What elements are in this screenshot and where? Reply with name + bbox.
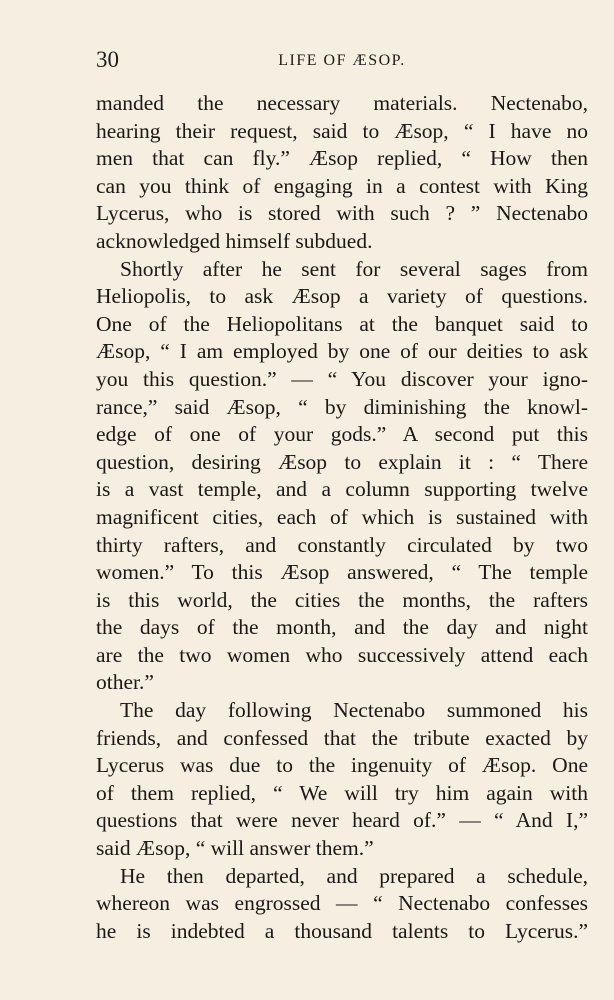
- text-line: are the two women who successively attend each: [96, 642, 588, 667]
- text-line: Lycerus was due to the ingenuity of Æsop. One: [96, 753, 588, 778]
- text-line: question, desiring Æsop to explain it : “ There: [96, 449, 588, 474]
- text-line: women.” To this Æsop answered, “ The temple: [96, 560, 588, 585]
- body-text: [96, 90, 588, 945]
- text-line: edge of one of your gods.” A second put this: [96, 422, 588, 447]
- text-line: thirty rafters, and constantly circulated by two: [96, 532, 588, 557]
- text-line: hearing their request, said to Æsop, “ I have no: [96, 118, 588, 143]
- running-title: LIFE OF ÆSOP.: [278, 52, 406, 69]
- text-line: Lycerus, who is stored with such ? ” Nectenabo: [96, 201, 588, 226]
- text-line: whereon was engrossed — “ Nectenabo confesses: [96, 891, 588, 916]
- text-line: acknowledged himself subdued.: [96, 228, 373, 253]
- text-line: the days of the month, and the day and night: [96, 615, 588, 640]
- text-line: Shortly after he sent for several sages from: [120, 256, 588, 281]
- text-line: can you think of engaging in a contest with King: [96, 173, 588, 198]
- text-line: men that can fly.” Æsop replied, “ How then: [96, 146, 588, 171]
- text-line: of them replied, “ We will try him again with: [96, 780, 588, 805]
- text-line: is a vast temple, and a column supporting twelve: [96, 477, 588, 502]
- text-line: you this question.” — “ You discover your igno-: [96, 366, 588, 391]
- running-head: [96, 46, 588, 74]
- text-line: is this world, the cities the months, the rafters: [96, 587, 588, 612]
- text-line: other.”: [96, 670, 154, 695]
- text-line: He then departed, and prepared a schedule,: [120, 863, 588, 888]
- text-line: manded the necessary materials. Nectenabo,: [96, 91, 588, 115]
- text-line: he is indebted a thousand talents to Lycerus.”: [96, 918, 588, 943]
- text-line: Heliopolis, to ask Æsop a variety of questions.: [96, 284, 588, 309]
- text-line: questions that were never heard of.” — “ And I,”: [96, 808, 588, 833]
- page-number: 30: [96, 47, 119, 72]
- text-line: said Æsop, “ will answer them.”: [96, 836, 374, 861]
- text-line: friends, and confessed that the tribute exacted by: [96, 725, 588, 750]
- text-line: magnificent cities, each of which is sustained with: [96, 504, 588, 529]
- text-line: One of the Heliopolitans at the banquet said to: [96, 311, 588, 336]
- text-line: The day following Nectenabo summoned his: [120, 698, 588, 723]
- text-line: rance,” said Æsop, “ by diminishing the knowl-: [96, 394, 588, 419]
- text-line: Æsop, “ I am employed by one of our deities to ask: [96, 339, 588, 364]
